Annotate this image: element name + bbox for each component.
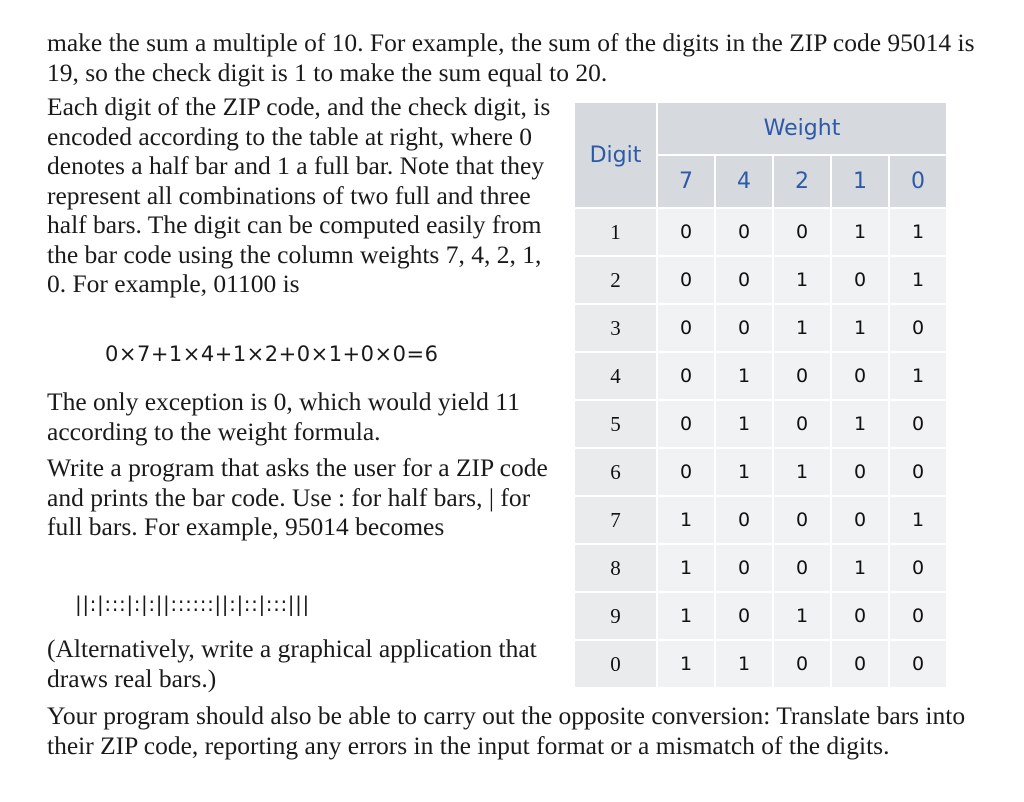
bit-cell: 0: [832, 353, 888, 399]
digit-cell: 1: [575, 209, 656, 255]
table-row: [575, 257, 946, 303]
digit-cell: 4: [575, 353, 656, 399]
bit-cell: 0: [716, 593, 772, 639]
bit-cell: 0: [716, 257, 772, 303]
bit-cell: 0: [658, 257, 714, 303]
bit-cell: 1: [832, 545, 888, 591]
bit-cell: 1: [832, 401, 888, 447]
encoding-paragraph: Each digit of the ZIP code, and the check digit, is encoded according to the table at right, where 0 denotes a half bar and 1 a full bar. Note that they represent all combinations of two full and three half bars. The digit can be computed easily from the bar code using the column weights 7, 4, 2, 1, 0. For example, 01100 is: [47, 92, 551, 298]
bit-cell: 1: [832, 209, 888, 255]
bit-cell: 0: [774, 641, 830, 687]
digit-cell: 3: [575, 305, 656, 351]
bit-cell: 0: [832, 497, 888, 543]
bit-cell: 0: [716, 305, 772, 351]
bit-cell: 0: [832, 593, 888, 639]
weight-formula: 0×7+1×4+1×2+0×1+0×0=6: [105, 342, 439, 366]
bit-cell: 1: [890, 353, 946, 399]
bit-cell: 1: [716, 401, 772, 447]
bit-cell: 0: [774, 497, 830, 543]
bit-cell: 0: [774, 401, 830, 447]
table-row: [575, 641, 946, 687]
digit-cell: 7: [575, 497, 656, 543]
table-row: [575, 593, 946, 639]
bit-cell: 1: [774, 449, 830, 495]
bit-cell: 1: [716, 353, 772, 399]
weight-2-header: 2: [774, 156, 830, 207]
table-row: [575, 545, 946, 591]
bit-cell: 1: [716, 449, 772, 495]
bit-cell: 0: [658, 209, 714, 255]
table-row: [575, 305, 946, 351]
bit-cell: 0: [890, 449, 946, 495]
bit-cell: 0: [890, 641, 946, 687]
bit-cell: 0: [890, 305, 946, 351]
digit-cell: 5: [575, 401, 656, 447]
weight-column-header: Weight: [658, 103, 946, 154]
table-row: [575, 449, 946, 495]
alternative-paragraph: (Alternatively, write a graphical application that draws real bars.): [47, 634, 537, 693]
bit-cell: 1: [890, 497, 946, 543]
bit-cell: 1: [774, 305, 830, 351]
table-row: [575, 209, 946, 255]
digit-cell: 0: [575, 641, 656, 687]
bit-cell: 0: [716, 545, 772, 591]
bit-cell: 0: [890, 401, 946, 447]
bit-cell: 0: [774, 545, 830, 591]
bit-cell: 0: [658, 401, 714, 447]
bit-cell: 0: [658, 353, 714, 399]
bit-cell: 0: [890, 593, 946, 639]
bit-cell: 0: [832, 257, 888, 303]
digit-encoding-table: [573, 101, 948, 689]
bit-cell: 1: [658, 641, 714, 687]
reverse-conversion-paragraph: Your program should also be able to carry out the opposite conversion: Translate bars into their ZIP code, reporting any errors in the input format or a mismatch of the digits.: [47, 701, 966, 760]
bit-cell: 1: [658, 593, 714, 639]
weight-4-header: 4: [716, 156, 772, 207]
bit-cell: 1: [890, 257, 946, 303]
digit-column-header: Digit: [575, 103, 656, 207]
exception-paragraph: The only exception is 0, which would yield 11 according to the weight formula.: [47, 387, 520, 446]
bit-cell: 0: [716, 497, 772, 543]
bit-cell: 0: [774, 209, 830, 255]
bit-cell: 1: [832, 305, 888, 351]
bit-cell: 1: [774, 593, 830, 639]
bit-cell: 1: [890, 209, 946, 255]
bit-cell: 0: [716, 209, 772, 255]
bit-cell: 0: [832, 449, 888, 495]
bit-cell: 1: [658, 545, 714, 591]
bit-cell: 0: [658, 305, 714, 351]
bit-cell: 0: [832, 641, 888, 687]
table-row: [575, 353, 946, 399]
table-row: [575, 497, 946, 543]
program-task-paragraph: Write a program that asks the user for a ZIP code and prints the bar code. Use : for half bars, | for full bars. For example, 95014 becomes: [47, 453, 548, 541]
weight-7-header: 7: [658, 156, 714, 207]
digit-cell: 9: [575, 593, 656, 639]
digit-cell: 8: [575, 545, 656, 591]
weight-1-header: 1: [832, 156, 888, 207]
intro-paragraph: make the sum a multiple of 10. For example, the sum of the digits in the ZIP code 95014 is 19, so the check digit is 1 to make the sum equal to 20.: [47, 28, 975, 87]
bit-cell: 0: [658, 449, 714, 495]
bit-cell: 1: [774, 257, 830, 303]
barcode-example: ||:|:::|:|:||::::::||:|::|:::|||: [75, 592, 310, 616]
bit-cell: 1: [716, 641, 772, 687]
table-row: [575, 401, 946, 447]
digit-cell: 6: [575, 449, 656, 495]
bit-cell: 0: [890, 545, 946, 591]
bit-cell: 0: [774, 353, 830, 399]
weight-0-header: 0: [890, 156, 946, 207]
bit-cell: 1: [658, 497, 714, 543]
digit-cell: 2: [575, 257, 656, 303]
